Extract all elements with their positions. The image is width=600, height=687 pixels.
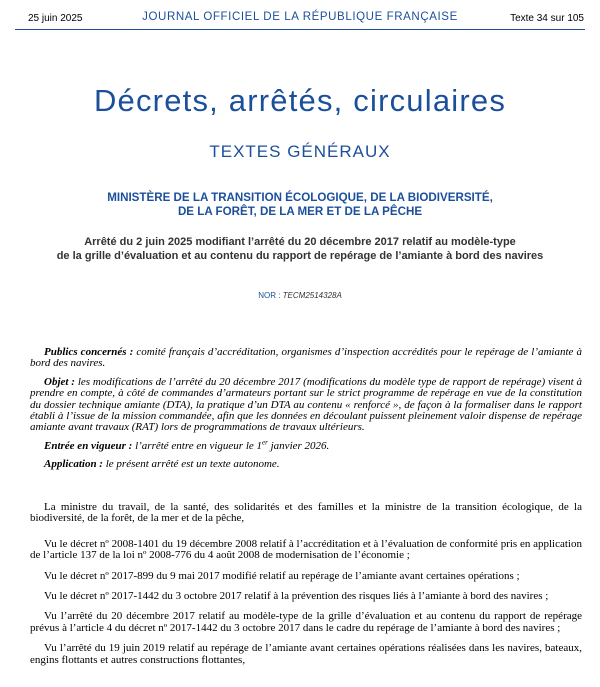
superscript: er [262,438,268,447]
summary-label: Entrée en vigueur : [44,439,133,452]
summary-text: les modifications de l’arrêté du 20 décembre 2017 (modifications du modèle type de rapport de repérage) visent à prendre en compte, à côté de commandes d’armateurs portant sur le strict programme de repérage en vue de la constitution du dossier technique amiante (DTA), la pratique d’un DTA au contenu « renforcé », de façon à la formaliser dans le rapport établi à l’issue de la mission commandée, afin que les données en découlant puissent pleinement valoir dispense de repérage amiante avant travaux (RAT) lors de programmations de travaux ultérieurs. [30,375,582,434]
arrete-title-line-2: de la grille d’évaluation et au contenu du rapport de repérage de l’amiante à bord des navires [56,249,544,262]
summary-label: Application : [44,458,103,471]
summary-text: le présent arrêté est un texte autonome. [102,458,280,471]
page-title: Décrets, arrêtés, circulaires [93,83,507,118]
visa-paragraph: Vu le décret nº 2017-899 du 9 mai 2017 modifié relatif au repérage de l’amiante avant certaines opérations ; [44,569,520,582]
ministry-name [0,191,600,219]
ministry-line-1: MINISTÈRE DE LA TRANSITION ÉCOLOGIQUE, DE LA BIODIVERSITÉ, [107,191,493,204]
visa-paragraph: Vu le décret nº 2008-1401 du 19 décembre 2008 relatif à l’accréditation et à l’évaluation de conformité pris en application de l’article 137 de la loi nº 2008-776 du 4 août 2008 de modernisation de l’économie ; [30,537,582,562]
summary-publics [30,347,582,370]
summary-text: l’arrêté entre en vigueur le 1 [132,439,263,452]
summary-label: Objet : [44,375,75,388]
arrete-title-line-1: Arrêté du 2 juin 2025 modifiant l’arrêté du 20 décembre 2017 relatif au modèle-type [84,236,516,248]
arrete-title [0,236,600,263]
page-header [0,0,600,26]
summary-entree [30,438,582,452]
summary-label: Publics concernés : [44,346,134,358]
visa-paragraph: Vu l’arrêté du 19 juin 2019 relatif au repérage de l’amiante avant certaines opérations réalisées dans les navires, bateaux, engins flottants et autres constructions flottantes, [30,642,582,666]
summary-text: comité français d’accréditation, organismes d’inspection accrédités pour le repérage de l’amiante à bord des navires. [30,346,582,370]
nor-value: TECM2514328A [282,291,342,300]
nor-label: NOR : [258,291,281,300]
visa-paragraph: Vu l’arrêté du 20 décembre 2017 relatif au modèle-type de la grille d’évaluation et au contenu du rapport de repérage prévus à l’article 4 du décret nº 2017-1442 du 3 octobre 2017 dans le cadre du repérage de l’amiante à bord des navires ; [30,610,582,634]
summary-block [30,347,582,478]
section-title: TEXTES GÉNÉRAUX [209,142,391,161]
nor-reference [0,291,600,300]
body-text [30,502,582,675]
summary-application [30,459,582,470]
text-number: Texte 34 sur 105 [510,13,584,24]
intro-paragraph: La ministre du travail, de la santé, des solidarités et des familles et la ministre de la transition écologique, de la biodiversité, de la forêt, de la mer et de la pêche, [30,501,582,525]
publication-date: 25 juin 2025 [28,13,83,24]
ministry-line-2: DE LA FORÊT, DE LA MER ET DE LA PÊCHE [177,205,423,218]
header-rule [15,29,585,30]
summary-text: janvier 2026. [267,439,330,452]
visa-paragraph: Vu le décret nº 2017-1442 du 3 octobre 2017 relatif à la prévention des risques liés à l’amiante à bord des navires ; [44,590,549,603]
journal-name: JOURNAL OFFICIEL DE LA RÉPUBLIQUE FRANÇAISE [142,11,458,23]
summary-objet [30,377,582,434]
